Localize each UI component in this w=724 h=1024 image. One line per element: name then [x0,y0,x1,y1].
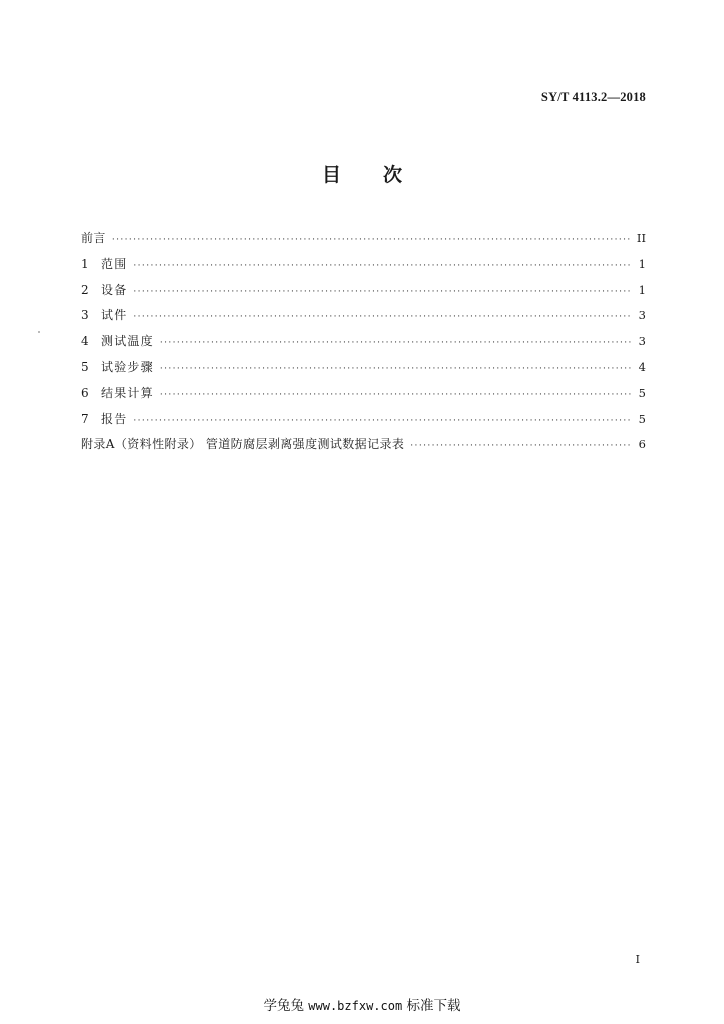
page-title-char-1: 目 [321,164,341,186]
standard-number: SY/T 4113.2—2018 [540,90,646,104]
toc-entry-label: 试验步骤 [101,359,154,374]
toc-entry-number: 7 [81,411,89,426]
toc-entry-label: 试件 [101,308,128,323]
margin-mark [38,331,40,333]
toc-leader-dots [133,261,632,271]
toc-entry-label: 范围 [101,256,128,271]
toc-entry-appendix-a[interactable] [81,435,646,461]
toc-entry-label: 测试温度 [101,334,154,349]
toc-entry-specimen[interactable] [81,306,646,332]
watermark-site-link[interactable]: www.bzfxw.com [308,999,403,1013]
toc-leader-dots [112,235,632,245]
toc-leader-dots [133,416,632,426]
toc-entry-page: 6 [638,437,646,452]
toc-entry-page: 3 [638,308,646,323]
toc-entry-label: 设备 [101,282,128,297]
footer-watermark [0,994,724,1014]
toc-entry-page: 3 [638,334,646,349]
table-of-contents [81,229,646,461]
toc-entry-equipment[interactable] [81,281,646,307]
toc-entry-label: 结果计算 [101,385,154,400]
page-title-char-2: 次 [383,164,403,186]
page-number: I [635,953,640,966]
watermark-brand: 学兔兔 [263,998,304,1014]
toc-entry-page: 1 [638,256,646,271]
toc-entry-page: 1 [638,282,646,297]
toc-entry-number: 2 [81,282,89,297]
toc-entry-foreword[interactable] [81,229,646,255]
toc-entry-test-temperature[interactable] [81,332,646,358]
toc-entry-number: 1 [81,256,89,271]
toc-entry-page: 5 [638,411,646,426]
toc-entry-label: 前言 [81,231,106,245]
page-title [0,160,724,187]
toc-entry-page: 5 [638,385,646,400]
toc-entry-label: 报告 [101,411,128,426]
toc-entry-scope[interactable] [81,255,646,281]
toc-entry-test-procedure[interactable] [81,358,646,384]
toc-leader-dots [133,287,632,297]
toc-entry-page: II [636,231,646,245]
toc-entry-number: 5 [81,359,89,374]
toc-entry-calculation[interactable] [81,384,646,410]
toc-entry-number: 6 [81,385,89,400]
toc-leader-dots [160,338,632,348]
toc-leader-dots [410,441,632,451]
toc-entry-label: 附录A（资料性附录） 管道防腐层剥离强度测试数据记录表 [81,437,405,452]
watermark-tagline: 标准下载 [406,998,461,1014]
toc-leader-dots [160,364,632,374]
toc-entry-number: 4 [81,334,89,349]
toc-leader-dots [133,312,632,322]
toc-entry-number: 3 [81,308,89,323]
toc-entry-report[interactable] [81,410,646,436]
toc-entry-page: 4 [638,359,646,374]
toc-leader-dots [160,390,632,400]
